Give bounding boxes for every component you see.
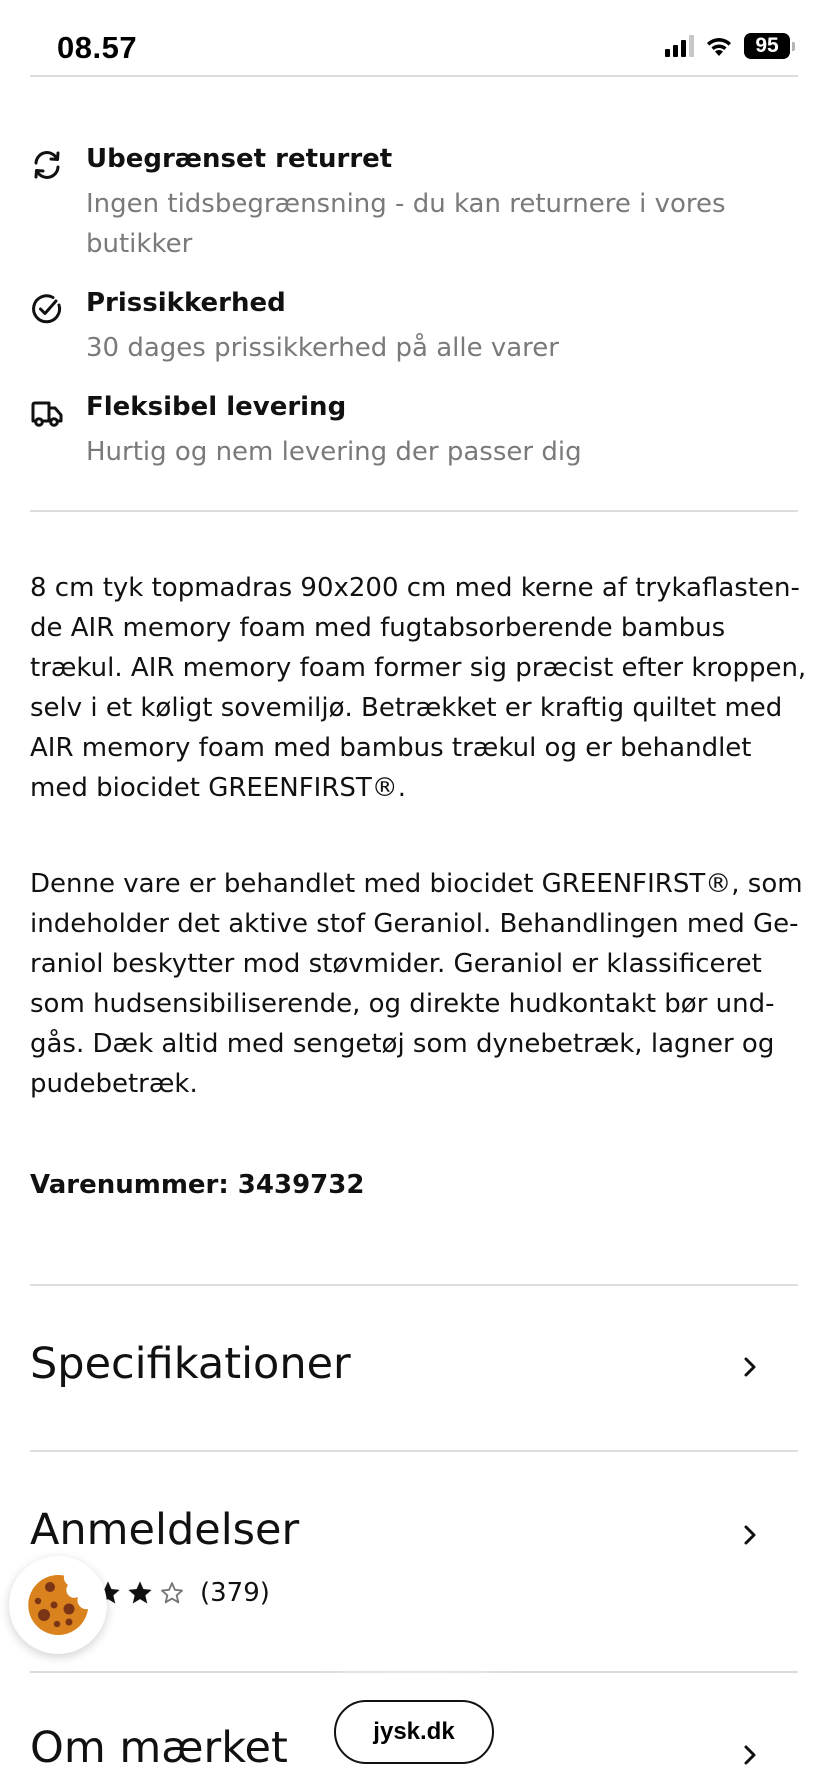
chevron-right-icon <box>738 1352 762 1382</box>
status-time: 08.57 <box>57 30 138 65</box>
usp-title: Prissikkerhed <box>86 288 286 318</box>
truck-icon <box>30 396 64 430</box>
status-bar <box>0 0 828 76</box>
usp-title: Fleksibel levering <box>86 392 347 422</box>
battery-icon <box>744 33 795 59</box>
accordion-title: Anmeldelser <box>30 1505 300 1555</box>
rating-count: (379) <box>200 1578 270 1608</box>
accordion-anmeldelser[interactable] <box>30 1452 798 1670</box>
star-filled-icon <box>126 1579 154 1607</box>
product-description: 8 cm tyk topmadras 90x200 cm med kerne af trykaflastende AIR memory foam med fugtabsorberende bambus trækul. AIR memory foam former sig præcist efter kroppen, selv i et køligt sovemiljø. Betrækket er kraftig quiltet med AIR memory foam med bambus trækul og er behandlet med biocidet GREENFIRST®. <box>30 573 807 803</box>
chevron-right-icon <box>738 1740 762 1770</box>
status-divider <box>30 75 798 77</box>
usp-subtitle: Hurtig og nem levering der passer dig <box>86 437 582 467</box>
refresh-icon <box>30 148 64 182</box>
accordion-title: Om mærket <box>30 1723 288 1773</box>
usp-title: Ubegrænset returret <box>86 144 393 174</box>
accordion-title: Specifikationer <box>30 1339 351 1389</box>
sku-number: Varenummer: 3439732 <box>30 1170 365 1200</box>
usp-divider <box>30 510 798 512</box>
browser-url-pill[interactable]: jysk.dk <box>334 1700 494 1764</box>
check-circle-icon <box>30 292 64 326</box>
usp-subtitle: 30 dages prissikkerhed på alle varer <box>86 333 559 363</box>
battery-level: 95 <box>744 33 790 59</box>
chevron-right-icon <box>738 1520 762 1550</box>
usp-item-delivery <box>30 392 800 472</box>
usp-item-price <box>30 288 800 368</box>
product-treatment-notice: Denne vare er behandlet med biocidet GREENFIRST®, som indeholder det aktive stof Geraniol. Behandlingen med Geraniol beskytter mod støvmider. Geraniol er klassificeret som hudsensibiliserende, og direkte hudkontakt bør undgås. Dæk altid med sengetøj som dynebetræk, lagner og pudebetræk. <box>30 869 803 1099</box>
usp-item-returns <box>30 144 800 259</box>
status-icons <box>665 33 795 59</box>
cookie-icon <box>24 1571 92 1639</box>
star-empty-icon <box>158 1579 186 1607</box>
usp-subtitle: Ingen tidsbegrænsning - du kan returnere i vores butikker <box>86 189 726 259</box>
cellular-signal-icon <box>665 35 694 57</box>
accordion-specifikationer[interactable] <box>30 1286 798 1450</box>
wifi-icon <box>704 34 734 58</box>
cookie-settings-button[interactable] <box>9 1556 107 1654</box>
